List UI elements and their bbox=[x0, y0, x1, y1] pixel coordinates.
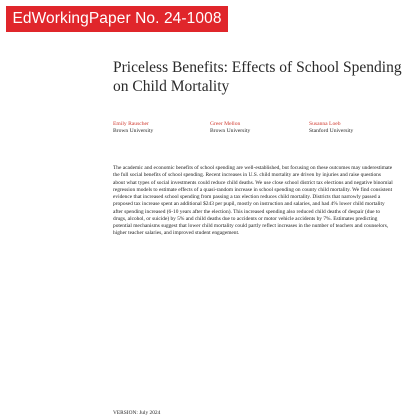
author-entry bbox=[210, 121, 250, 135]
author-affiliation: Stanford University bbox=[309, 128, 354, 134]
author-name: Susanna Loeb bbox=[309, 121, 341, 127]
author-list bbox=[113, 121, 413, 141]
author-entry bbox=[309, 121, 353, 135]
author-name: Emily Rauscher bbox=[113, 121, 149, 127]
abstract: The academic and economic benefits of school spending are well-established, but focusing on these outcomes may underestimate the full social benefits of school spending. Recent increases in U.S. child mortality are driven by injuries and raise questions about what types of social investments could reduce child deaths. We use close school district tax elections and negative binomial regression models to estimate effects of a quasi-random increase in school spending on county child mortality. We find consistent evidence that increased school spending from passing a tax election reduces child mortality. Districts that narrowly passed a proposed tax increase spent an additional $243 per pupil, mostly on instruction and salaries, and had 4% lower child mortality after spending increased (6-10 years after the election). This increased spending also reduced child deaths of despair (due to drugs, alcohol, or suicide) by 5% and child deaths due to accidents or motor vehicle accidents by 7%. Estimates predicting potential mechanisms suggest that lower child mortality could partly reflect increases in the number of teachers and counselors, higher teacher salaries, and improved student engagement. bbox=[113, 165, 393, 237]
author-name: Greer Mellon bbox=[210, 121, 241, 127]
working-paper-banner: EdWorkingPaper No. 24-1008 bbox=[6, 6, 228, 32]
version-date: VERSION: July 2024 bbox=[113, 410, 161, 416]
author-entry bbox=[113, 121, 153, 135]
author-affiliation: Brown University bbox=[113, 128, 154, 134]
paper-title: Priceless Benefits: Effects of School Spending on Child Mortality bbox=[113, 59, 402, 95]
author-affiliation: Brown University bbox=[210, 128, 251, 134]
